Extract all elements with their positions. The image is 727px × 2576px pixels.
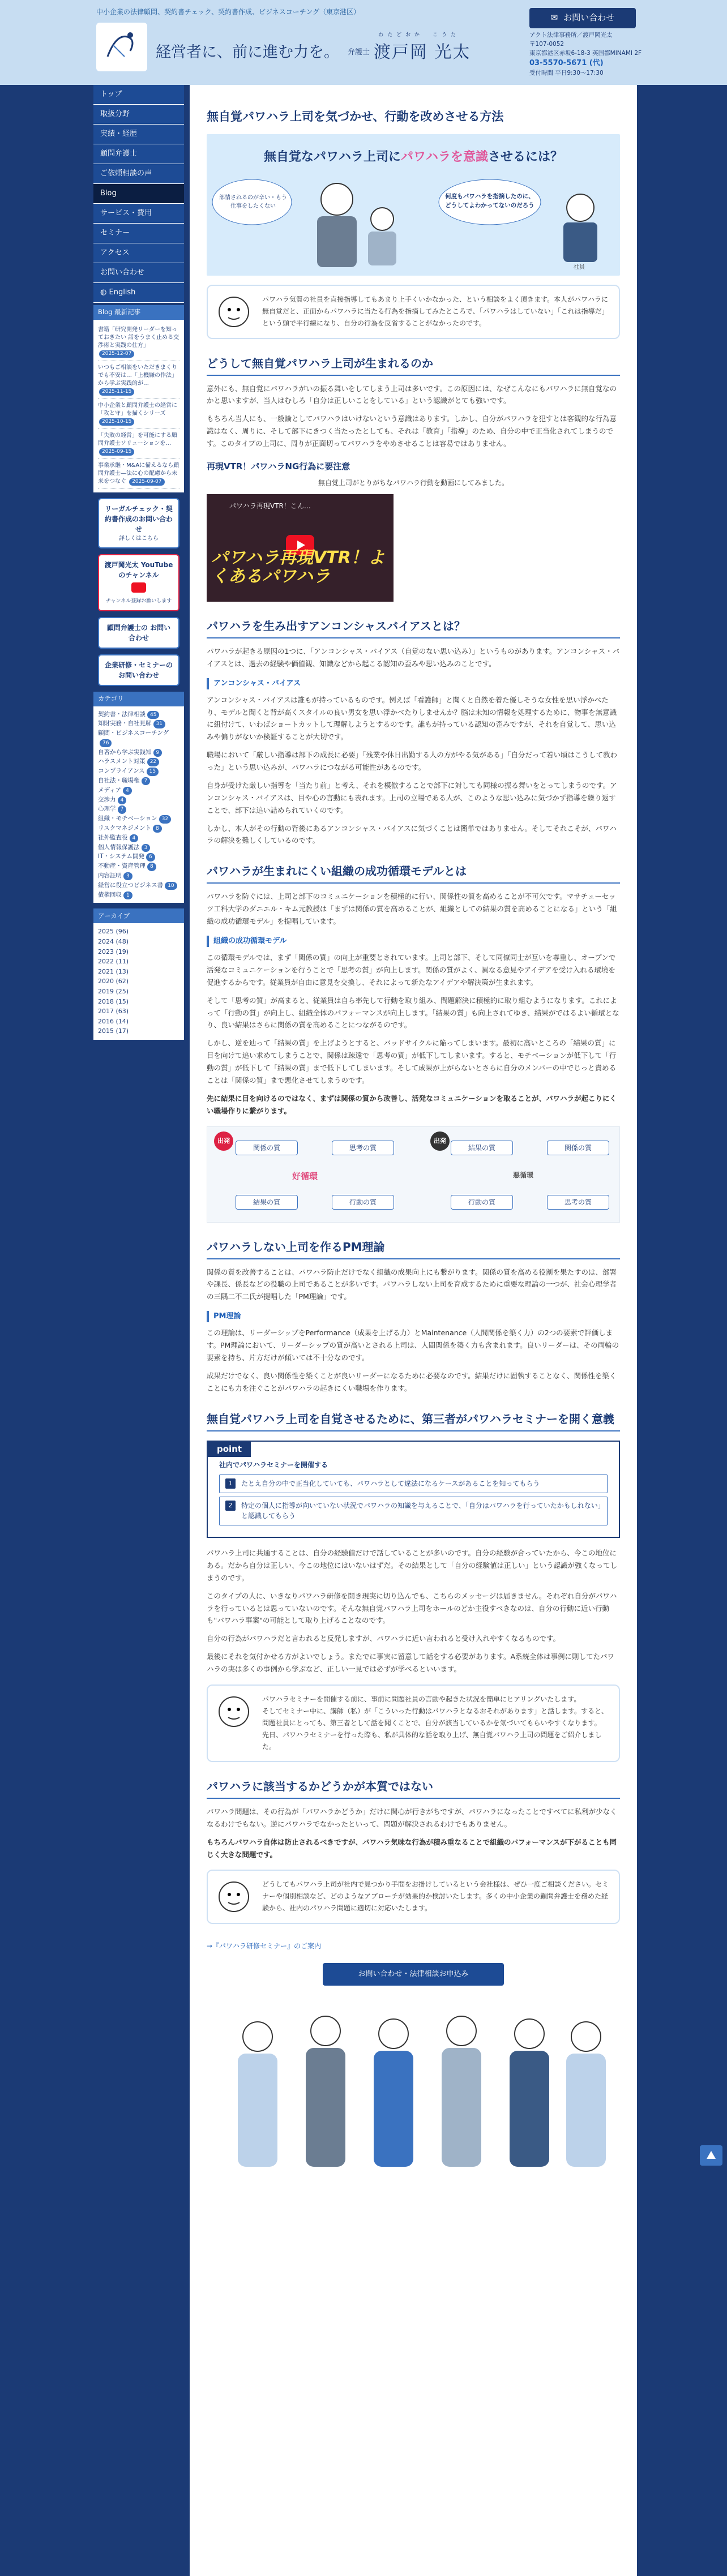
- youtube-banner-text: 渡戸岡光太 YouTubeのチャンネル: [104, 561, 173, 579]
- category-name: 顧問・ビジネスコーチング: [98, 730, 169, 737]
- paren: ): [126, 958, 129, 966]
- paragraph: 意外にも、無自覚にパワハラがいの振る舞いをしてしまう上司は多いです。この原因には、なぜこんなにもパワハラに無自覚なのかと思いますが、当人はむしろ「自分は正しいことをしている」という認識がとても強いです。: [207, 384, 617, 405]
- paragraph: 自分の行為がパワハラだと言われると反発しますが、パワハラに近い言われると受け入れやすくなるものです。: [207, 1634, 561, 1643]
- nav-item-services[interactable]: サービス・費用: [93, 204, 184, 224]
- paragraph: パワハラ問題は、その行為が「パワハラかどうか」だけに関心が行きがちですが、パワハラになったことですべてに私利が少なくなるわけでもない。逆にパワハラでなかったといって、問題が解決されるわけでもありません。: [207, 1807, 617, 1828]
- paren: ): [126, 948, 129, 955]
- category-name: 自社法・職場権: [98, 777, 140, 785]
- category-count: 9: [153, 749, 162, 757]
- category-name: 個人情報保護法: [98, 843, 140, 851]
- cycle-box-thought: 思考の質: [547, 1195, 609, 1210]
- subheading: PM理論: [207, 1311, 620, 1322]
- hero-title: [207, 148, 620, 167]
- cycle-box-action: 行動の質: [332, 1195, 394, 1210]
- category-count: 76: [100, 739, 112, 747]
- paragraph: アンコンシャス・バイアスは誰もが持っているものです。例えば「看護師」と聞くと自然を着た優しそうな女性を思い浮かべたり、モデルと聞くと背が高くスタイルの良い男女を思い浮かべたりしませんか？脳は未知の情報を処理するために、物事を無意識に紐付けて、いわばショートカットして理解しようとするのです。誰もが持っている認知の歪みですが、それを自覚して、思い込みや偏りがないか検証することが大切です。: [207, 695, 617, 741]
- paren: (: [114, 938, 118, 946]
- point-box: [207, 1441, 620, 1538]
- archive-year: 2016: [98, 1017, 114, 1025]
- blog-item-date: 2025-12-07: [99, 350, 134, 358]
- hero-caption: 社員: [574, 264, 585, 271]
- section-heading: パワハラしない上司を作るPM理論: [207, 1238, 620, 1259]
- paragraph: 関係の質を改善することは、パワハラ防止だけでなく組織の成果向上にも繋がります。関係の質を高める役割を果たすのは、部署や課長、係長などの役職の上司であることが多いです。パワハラしない上司を育成するために重要な理論の一つが、社会心理学者の三隅二不二氏が提唱した「PM理論」です。: [207, 1267, 617, 1301]
- archive-count: 48: [118, 938, 126, 946]
- point-row: [219, 1497, 608, 1525]
- point-number: 2: [225, 1501, 236, 1511]
- archive-count: 11: [118, 958, 126, 966]
- success-cycle-diagram: [207, 1126, 620, 1223]
- office-postal: 〒107-0052: [529, 40, 565, 48]
- paren: ): [126, 1008, 129, 1015]
- lawyer-name-ruby: わたどおか こうた: [378, 32, 460, 38]
- cycle-box-action: 行動の質: [451, 1195, 513, 1210]
- nav-item-advisor[interactable]: 顧問弁護士: [93, 144, 184, 164]
- category-count: 4: [118, 796, 127, 804]
- legal-check-banner[interactable]: [98, 498, 179, 548]
- section-heading: 無自覚パワハラ上司を自覚させるために、第三者がパワハラセミナーを開く意義: [207, 1411, 620, 1431]
- archive-year: 2024: [98, 938, 114, 946]
- nav-item-seminar[interactable]: セミナー: [93, 224, 184, 243]
- archive-year: 2019: [98, 988, 114, 995]
- paragraph: 自身が受けた厳しい指導を「当たり前」と考え、それを模倣することで部下に対しても同様の振る舞いをとってしまうのです。アンコンシャス・バイアスは、目や心の言動にも表れます。上司の立場である人が、このような思い込みに気づかず指導を繰り返すことで、部下は追い詰められていくのです。: [207, 781, 617, 815]
- video-title: パワハラ再現VTR！こん…: [229, 502, 311, 510]
- category-count: 6: [146, 853, 155, 861]
- category-count: 22: [147, 758, 159, 766]
- paragraph: もちろん当人にも、一般論としてパワハラはいけないという意識はあります。しかし、自分がパワハラを犯すとは客観的な行為意識はなく、周りに、そして部下にきつく当たったとしても、それは「教育」「指導」のため、自分の中で正当化されてしまうのです。このタイプの上司に、周りが正面切ってパワハラをやめさせることは容易ではありません。: [207, 414, 617, 448]
- hero-bubble-right: 何度もパワハラを指摘したのに、どうしてよわかってないのだろう: [445, 192, 534, 209]
- paragraph: この循環モデルでは、まず「関係の質」の向上が重要とされています。上司と部下、そして同僚同士が互いを尊重し、オープンで活発なコミュニケーションを行うことで「思考の質」が向上します。関係の質がよく、異なる意見やアイデアを受け入れる環境を促進するからです。従業員が自由に意見を交換し、それによって新たなアイデアや解決策が生まれます。: [207, 953, 616, 987]
- paragraph: パワハラを防ぐには、上司と部下のコミュニケーションを積極的に行い、関係性の質を高めることが不可欠です。マサチューセッツ工科大学のダニエル・キム元教授は「まずは関係の質を高めることが、組織としての結果の質を高めることになる」という「組織の成功循環モデル」を提唱しています。: [207, 892, 617, 926]
- site-logo[interactable]: [96, 23, 147, 71]
- paren: (: [114, 1008, 118, 1015]
- blog-item[interactable]: [98, 429, 179, 459]
- paren: ): [126, 967, 129, 975]
- lawyer-note: [207, 1685, 620, 1762]
- lawyer-note-text: どうしてもパワハラ上司が社内で見つかり手間をお掛けしているという会社様は、ぜひ一度ご相談ください。セミナーや個別相談など、どのようなアプローチが効果的か検討いたします。多くの中小企業の顧問弁護士を務めた経験から、社内のパワハラ問題に適切に対応いたします。: [262, 1880, 609, 1913]
- start-badge: 出発: [430, 1131, 450, 1151]
- category-item[interactable]: [98, 710, 179, 719]
- category-name: コンプライアンス: [98, 768, 145, 775]
- contact-button[interactable]: [529, 8, 636, 28]
- nav-item-voices[interactable]: ご依頼相談の声: [93, 164, 184, 184]
- section-heading: どうして無自覚パワハラ上司が生まれるのか: [207, 355, 620, 376]
- hero-title-b: させるには？: [488, 149, 563, 164]
- category-name: 交渉力: [98, 796, 116, 803]
- paragraph: 最後にそれを気付かせる方がよいでしょう。またでに事実に留意して話をする必要があります。A系統全体は事例に則してたパワハラの実は多くの事例から学ぶなど、正しい一見では必ずが学べるといいます。: [207, 1652, 615, 1674]
- office-hours: 受付時間 平日9:30〜17:30: [529, 69, 604, 76]
- archive-count: 96: [118, 928, 126, 936]
- category-count: 7: [142, 777, 151, 785]
- lawyer-face-icon: [216, 294, 252, 330]
- category-count: 10: [165, 882, 177, 890]
- archive-item[interactable]: [98, 967, 179, 977]
- cycle-box-result: 結果の質: [236, 1195, 298, 1210]
- firm-label: 弁護士: [348, 48, 370, 57]
- archive-count: 25: [118, 988, 126, 995]
- paren: (: [114, 997, 118, 1005]
- point-number: 1: [225, 1478, 236, 1489]
- category-name: 債権回収: [98, 891, 122, 898]
- category-item[interactable]: [98, 766, 179, 776]
- category-count: 8: [147, 863, 156, 871]
- archive-item[interactable]: [98, 1006, 179, 1017]
- category-item[interactable]: [98, 748, 179, 757]
- category-count: 31: [153, 720, 165, 728]
- paren: ): [126, 997, 129, 1005]
- blog-item-title: 事業承継・M&Aに備えるなら顧問弁護士—法に心の配慮から未来をつなぐ: [98, 462, 179, 485]
- archive-year: 2022: [98, 958, 114, 966]
- sidebar: [93, 85, 184, 1040]
- lawyer-face-icon: [216, 1694, 252, 1730]
- category-name: メディア: [98, 786, 122, 794]
- nav-item-blog[interactable]: Blog: [93, 184, 184, 204]
- paren: (: [114, 958, 118, 966]
- advisor-inquiry-banner[interactable]: 顧問弁護士の お問い合わせ: [98, 617, 179, 649]
- category-name: 知財実務・自社見解: [98, 720, 152, 727]
- blog-item-date: 2025-09-07: [129, 478, 164, 486]
- archive-count: 19: [118, 948, 126, 955]
- cycle-box-result: 結果の質: [451, 1141, 513, 1155]
- lawyer-note-text: パワハラセミナーを開催する前に、事前に問題社員の言動や起きた状況を簡単にヒアリングいたします。 そしてセミナー中に、講師（私）が「こういった行動はパワハラとなるおそれがあります」と話します。すると、問題社員にとっても、第三者として話を聞くことで、自分が該当しているかを気づいてもらいやすくなります。 先日、パワハラセミナーを行った際も、私が具体的な話を取り上げ、無自覚パワハラ上司の問題をご紹介しました。: [262, 1695, 609, 1751]
- hero-title-highlight: パワハラを意識: [400, 149, 488, 164]
- paren: ): [126, 1017, 129, 1025]
- category-title: カテゴリ: [93, 692, 184, 706]
- paragraph: しかし、逆を辿って「結果の質」を上げようとすると、バッドサイクルに陥ってしまいます。最初に高いところの「結果の質」に目を向けて追い求めてしまうことで、関係は疎遠で「思考の質」が低下してしまいます。すると、モチベーションが低下して「行動の質」が低下して「結果の質」まで低下してしまいます。そして成果が上がらないとさらに自分のメンバーの中でじっと責めることは「関係の質」まで悪化させてしまうのです。: [207, 1039, 617, 1085]
- archive-year: 2023: [98, 948, 114, 955]
- paragraph: この理論は、リーダーシップをPerformance（成果を上げる力）とMaintenance（人間関係を築く力）の2つの要素で評価します。PM理論において、リーダーシップの質が高いとされる上司は、人間関係を築く力も含まれます。良いリーダーは、その両輪の要素を持ち、片方だけが傾いては不十分なのです。: [207, 1328, 619, 1362]
- lawyer-note-text: パワハラ気質の社員を直接指導してもあまり上手くいかなかった、という相談をよく頂きます。本人がパワハラに無自覚だと、正面からパワハラに当たる行為を指摘してみたところで、「パワハラはしていない」「これは指導だ」という頭で平行線になり、自分の行為を反省することがなかったのです。: [262, 295, 609, 327]
- archive-count: 13: [118, 967, 126, 975]
- category-item[interactable]: [98, 786, 179, 795]
- category-name: ハラスメント対策: [98, 758, 146, 765]
- category-count: 4: [123, 787, 132, 795]
- paren: (: [114, 948, 118, 955]
- archive-item[interactable]: [98, 1017, 179, 1027]
- category-name: 経営に役立つビジネス書: [98, 881, 164, 889]
- paragraph: しかし、本人がその行動の背後にあるアンコンシャス・バイアスに気づくことは簡単ではありません。そしてそれこそが、パワハラの解決を難しくしているのです。: [207, 824, 617, 845]
- video-banner: パワハラ再現VTR！よくあるパワハラ: [211, 547, 385, 586]
- subheading: 組織の成功循環モデル: [207, 936, 620, 947]
- archive-year: 2025: [98, 928, 114, 936]
- blog-item[interactable]: [98, 361, 179, 399]
- paren: ): [126, 988, 129, 995]
- category-name: 自著から学ぶ実践知: [98, 748, 152, 756]
- category-item[interactable]: [98, 843, 179, 852]
- category-count: 7: [118, 805, 127, 813]
- point-tag: point: [208, 1442, 251, 1457]
- paren: ): [126, 928, 129, 936]
- paragraph: そして「思考の質」が高まると、従業員は自ら率先して行動を取り組み、問題解決に積極的に取り組むようになります。これによって「行動の質」が向上し、組織全体のパフォーマンスが向上します。「結果の質」も向上されてゆき、結果がではるよい循環となり、良い結果はさらに関係の質を高めることにつながるのです。: [207, 996, 619, 1030]
- category-count: 1: [123, 891, 132, 899]
- archive-item[interactable]: [98, 927, 179, 937]
- paragraph: 成果だけでなく、良い関係性を築くことが良いリーダーになるために必要なのです。結果だけに固執することなく、関係性を築くことにも力を注ぐことがパワハラの起きにくい職場を作ります。: [207, 1371, 617, 1392]
- category-name: 不動産・資産管理: [98, 863, 146, 870]
- globe-icon: ◍: [100, 288, 109, 297]
- video-caption: 無自覚上司がとりがちなパワハラ行動を動画にしてみました。: [318, 479, 508, 487]
- archive-year: 2015: [98, 1027, 114, 1035]
- category-item[interactable]: [98, 890, 179, 900]
- cycle-box-thought: 思考の質: [332, 1141, 394, 1155]
- paragraph-bold: 先に結果に目を向けるのではなく、まずは関係の質から改善し、活発なコミュニケーションを取ることが、パワハラが起こりにくい職場作りに繋がります。: [207, 1094, 617, 1115]
- archive-item[interactable]: [98, 937, 179, 947]
- paren: (: [114, 978, 118, 985]
- paren: ): [126, 1027, 129, 1035]
- youtube-banner[interactable]: [98, 554, 179, 611]
- lawyer-face-icon: [216, 1879, 252, 1915]
- blog-latest-title: Blog 最新記事: [93, 305, 184, 320]
- point-row-text: 特定の個人に指導が向いていない状況でパワハラの知識を与えることで、「自分はパワハラを行っていたかもしれない」と認識してもらう: [241, 1501, 601, 1520]
- blog-item[interactable]: [98, 399, 179, 429]
- main-article: [190, 85, 637, 2576]
- category-count: 32: [159, 815, 171, 823]
- paragraph: パワハラが起きる原因の1つに、「アンコンシャス・バイアス（自覚のない思い込み）」というものがあります。アンコンシャス・バイアスとは、過去の経験や価値観、知識などから起こる認知の歪みや思い込みのことです。: [207, 646, 619, 668]
- office-phone[interactable]: 03-5570-5671 (代): [529, 59, 604, 68]
- paren: (: [114, 1027, 118, 1035]
- nav-item-english[interactable]: [93, 283, 184, 303]
- nav-item-practice[interactable]: 取扱分野: [93, 105, 184, 125]
- youtube-banner-sub: チャンネル登録お願いします: [105, 598, 172, 604]
- paren: (: [114, 1017, 118, 1025]
- seminar-inquiry-banner[interactable]: 企業研修・セミナーの お問い合わせ: [98, 654, 179, 686]
- category-count: 15: [147, 768, 159, 775]
- cycle-box-relation: 関係の質: [547, 1141, 609, 1155]
- paragraph: パワハラ上司に共通することは、自分の経験値だけで話していることが多いのです。自分の経験が合っていたから、今この地位にある。だから自分は正しい、今この地位にはいないはずだ。その結果として「自分の経験値は正しい」という認識が強くなってしまうのです。: [207, 1549, 618, 1582]
- paragraph: このタイプの人に、いきなりパワハラ研修を開き現実に切り込んでも、こちらのメッセージは届きません。それぞれ自分がパワハラを行っているとは思っていないのです。そんな無自覚パワハラ上司をホールのどか主役すべきなのは、自分の行動に近い行動も"パワハラ事案"の可能として取り上げることなのです。: [207, 1591, 617, 1625]
- category-item[interactable]: [98, 814, 179, 824]
- category-item[interactable]: [98, 824, 179, 833]
- article-title: 無自覚パワハラ上司を気づかせ、行動を改めさせる方法: [207, 110, 504, 123]
- section-heading: パワハラに該当するかどうかが本質ではない: [207, 1778, 620, 1799]
- paren: ): [126, 978, 129, 985]
- logo-icon: [96, 23, 147, 71]
- archive-item[interactable]: [98, 1026, 179, 1036]
- section-heading: パワハラを生み出すアンコンシャスバイアスとは？: [207, 618, 620, 638]
- paren: ): [126, 938, 129, 946]
- site-header: [0, 0, 727, 85]
- paragraph-bold: もちろんパワハラ自体は防止されるべきですが、パワハラ気味な行為が積み重なることで組織のパフォーマンスが下がることも同じく大きな問題です。: [207, 1837, 617, 1859]
- category-count: 4: [130, 834, 139, 842]
- category-item[interactable]: [98, 833, 179, 843]
- back-to-top-button[interactable]: [700, 2145, 722, 2166]
- office-info: [529, 31, 643, 78]
- category-name: 契約書・法律相談: [98, 710, 146, 718]
- category-item[interactable]: [98, 804, 179, 814]
- category-name: 社外監査役: [98, 834, 128, 841]
- paragraph: 職場において「厳しい指導は部下の成長に必要」「残業や休日出勤する人の方がやる気がある」「自分だって若い頃はこうして教わった」という思い込みが、パワハラにつながる可能性があるのです。: [207, 751, 618, 772]
- archive-count: 14: [118, 1017, 126, 1025]
- archive-count: 63: [118, 1008, 126, 1015]
- category-item[interactable]: [98, 871, 179, 881]
- bad-cycle-label: 悪循環: [513, 1171, 534, 1179]
- nav-item-contact[interactable]: お問い合わせ: [93, 263, 184, 283]
- point-subtitle: 社内でパワハラセミナーを開催する: [219, 1460, 328, 1469]
- category-count: 3: [123, 872, 132, 880]
- section-heading: パワハラが生まれにくい組織の成功循環モデルとは: [207, 863, 620, 884]
- nav-item-access[interactable]: アクセス: [93, 243, 184, 263]
- archive-item[interactable]: [98, 957, 179, 967]
- good-cycle-label: 好循環: [292, 1171, 318, 1181]
- archive-year: 2020: [98, 978, 114, 985]
- category-count: 8: [153, 825, 162, 833]
- archive-year: 2017: [98, 1008, 114, 1015]
- category-list: [93, 706, 184, 903]
- inquiry-cta-button[interactable]: お問い合わせ・法律相談お申込み: [323, 1963, 504, 1986]
- archive-count: 17: [118, 1027, 126, 1035]
- category-item[interactable]: [98, 795, 179, 805]
- start-badge: 出発: [214, 1131, 233, 1151]
- category-item[interactable]: [98, 852, 179, 861]
- nav-item-english-label: English: [109, 288, 136, 297]
- archive-item[interactable]: [98, 997, 179, 1007]
- office-address: 東京都港区赤坂6-18-3 英国都MINAMI 2F: [529, 49, 642, 57]
- category-name: 内容証明: [98, 872, 122, 880]
- category-name: IT・システム開発: [98, 853, 144, 860]
- blog-item-date: 2025-09-15: [99, 448, 134, 456]
- hero-illustration: [207, 134, 620, 276]
- legal-check-banner-text: リーガルチェック・契約書作成のお問い合わせ: [104, 505, 173, 533]
- legal-check-banner-sub: 詳しくはこちら: [119, 535, 159, 542]
- category-name: リスクマネジメント: [98, 825, 151, 832]
- blog-latest-list: [93, 320, 184, 492]
- archive-count: 62: [118, 978, 126, 985]
- point-row: [219, 1475, 608, 1493]
- category-count: 45: [147, 711, 159, 719]
- nav-item-profile[interactable]: 実績・経歴: [93, 125, 184, 144]
- archive-title: アーカイブ: [93, 908, 184, 923]
- contact-button-label: お問い合わせ: [563, 12, 615, 23]
- people-icon: [207, 2003, 620, 2167]
- header-tagline: 中小企業の法律顧問、契約書チェック、契約書作成、ビジネスコーチング（東京港区）: [96, 8, 360, 16]
- paren: (: [114, 928, 118, 936]
- nav-menu: [93, 85, 184, 303]
- seminar-link[interactable]: →『パワハラ研修セミナー』のご案内: [207, 1942, 322, 1951]
- archive-item[interactable]: [98, 976, 179, 987]
- category-item[interactable]: [98, 728, 179, 748]
- lawyer-name: 渡戸岡 光太: [374, 42, 471, 62]
- blog-item-date: 2025-10-15: [99, 418, 134, 426]
- hero-title-a: 無自覚なパワハラ上司に: [263, 149, 401, 164]
- nav-item-top[interactable]: トップ: [93, 85, 184, 105]
- youtube-video[interactable]: [207, 494, 394, 602]
- blog-item-title: いつもご相談をいただきまくりでも不安は…「上機嫌の作法」から学ぶ実践的が…: [98, 365, 177, 387]
- category-name: 組織・モチベーション: [98, 815, 157, 822]
- blog-item-title: 中小企業と顧問弁護士の経営に「攻と守」を描くシリーズ: [98, 402, 177, 417]
- point-row-text: たとえ自分の中で正当化していても、パワハラとして違法になるケースがあることを知ってもらう: [241, 1480, 540, 1488]
- lawyer-note: [207, 1870, 620, 1924]
- subsection-heading: 再現VTR！パワハラNG行為に要注意: [207, 461, 350, 472]
- blog-item-title: 「失敗の経営」を可能にする顧問弁護士ソリューションを…: [98, 432, 177, 447]
- category-count: 3: [142, 844, 151, 852]
- business-people-illustration: [207, 2003, 620, 2167]
- archive-year: 2018: [98, 997, 114, 1005]
- archive-item[interactable]: [98, 987, 179, 997]
- category-name: 心理学: [98, 805, 116, 813]
- category-item[interactable]: [98, 776, 179, 786]
- youtube-icon: [131, 582, 146, 593]
- blog-item[interactable]: [98, 323, 179, 361]
- office-name: アクト法律事務所／渡戸岡光太: [529, 32, 613, 38]
- lawyer-note: [207, 285, 620, 339]
- archive-item[interactable]: [98, 947, 179, 957]
- category-item[interactable]: [98, 861, 179, 871]
- blog-item-title: 書籍「研究開発リーダーを知っておきたい 話をうまく止める交渉術と実践の仕方」: [98, 327, 179, 349]
- cycle-box-relation: 関係の質: [236, 1141, 298, 1155]
- archive-year: 2021: [98, 967, 114, 975]
- category-item[interactable]: [98, 757, 179, 766]
- subheading: アンコンシャス・バイアス: [207, 678, 620, 689]
- paren: (: [114, 967, 118, 975]
- hero-bubble-left: 部情されるのが辛い・もう仕事をしたくない: [219, 194, 287, 210]
- blog-item-date: 2025-11-15: [99, 388, 134, 396]
- paren: (: [114, 988, 118, 995]
- archive-list: [93, 923, 184, 1040]
- archive-count: 15: [118, 997, 126, 1005]
- mail-icon: ✉: [550, 12, 558, 23]
- header-slogan: 経営者に、前に進む力を。: [156, 44, 339, 61]
- category-item[interactable]: [98, 719, 179, 728]
- category-item[interactable]: [98, 881, 179, 890]
- blog-item[interactable]: [98, 459, 179, 489]
